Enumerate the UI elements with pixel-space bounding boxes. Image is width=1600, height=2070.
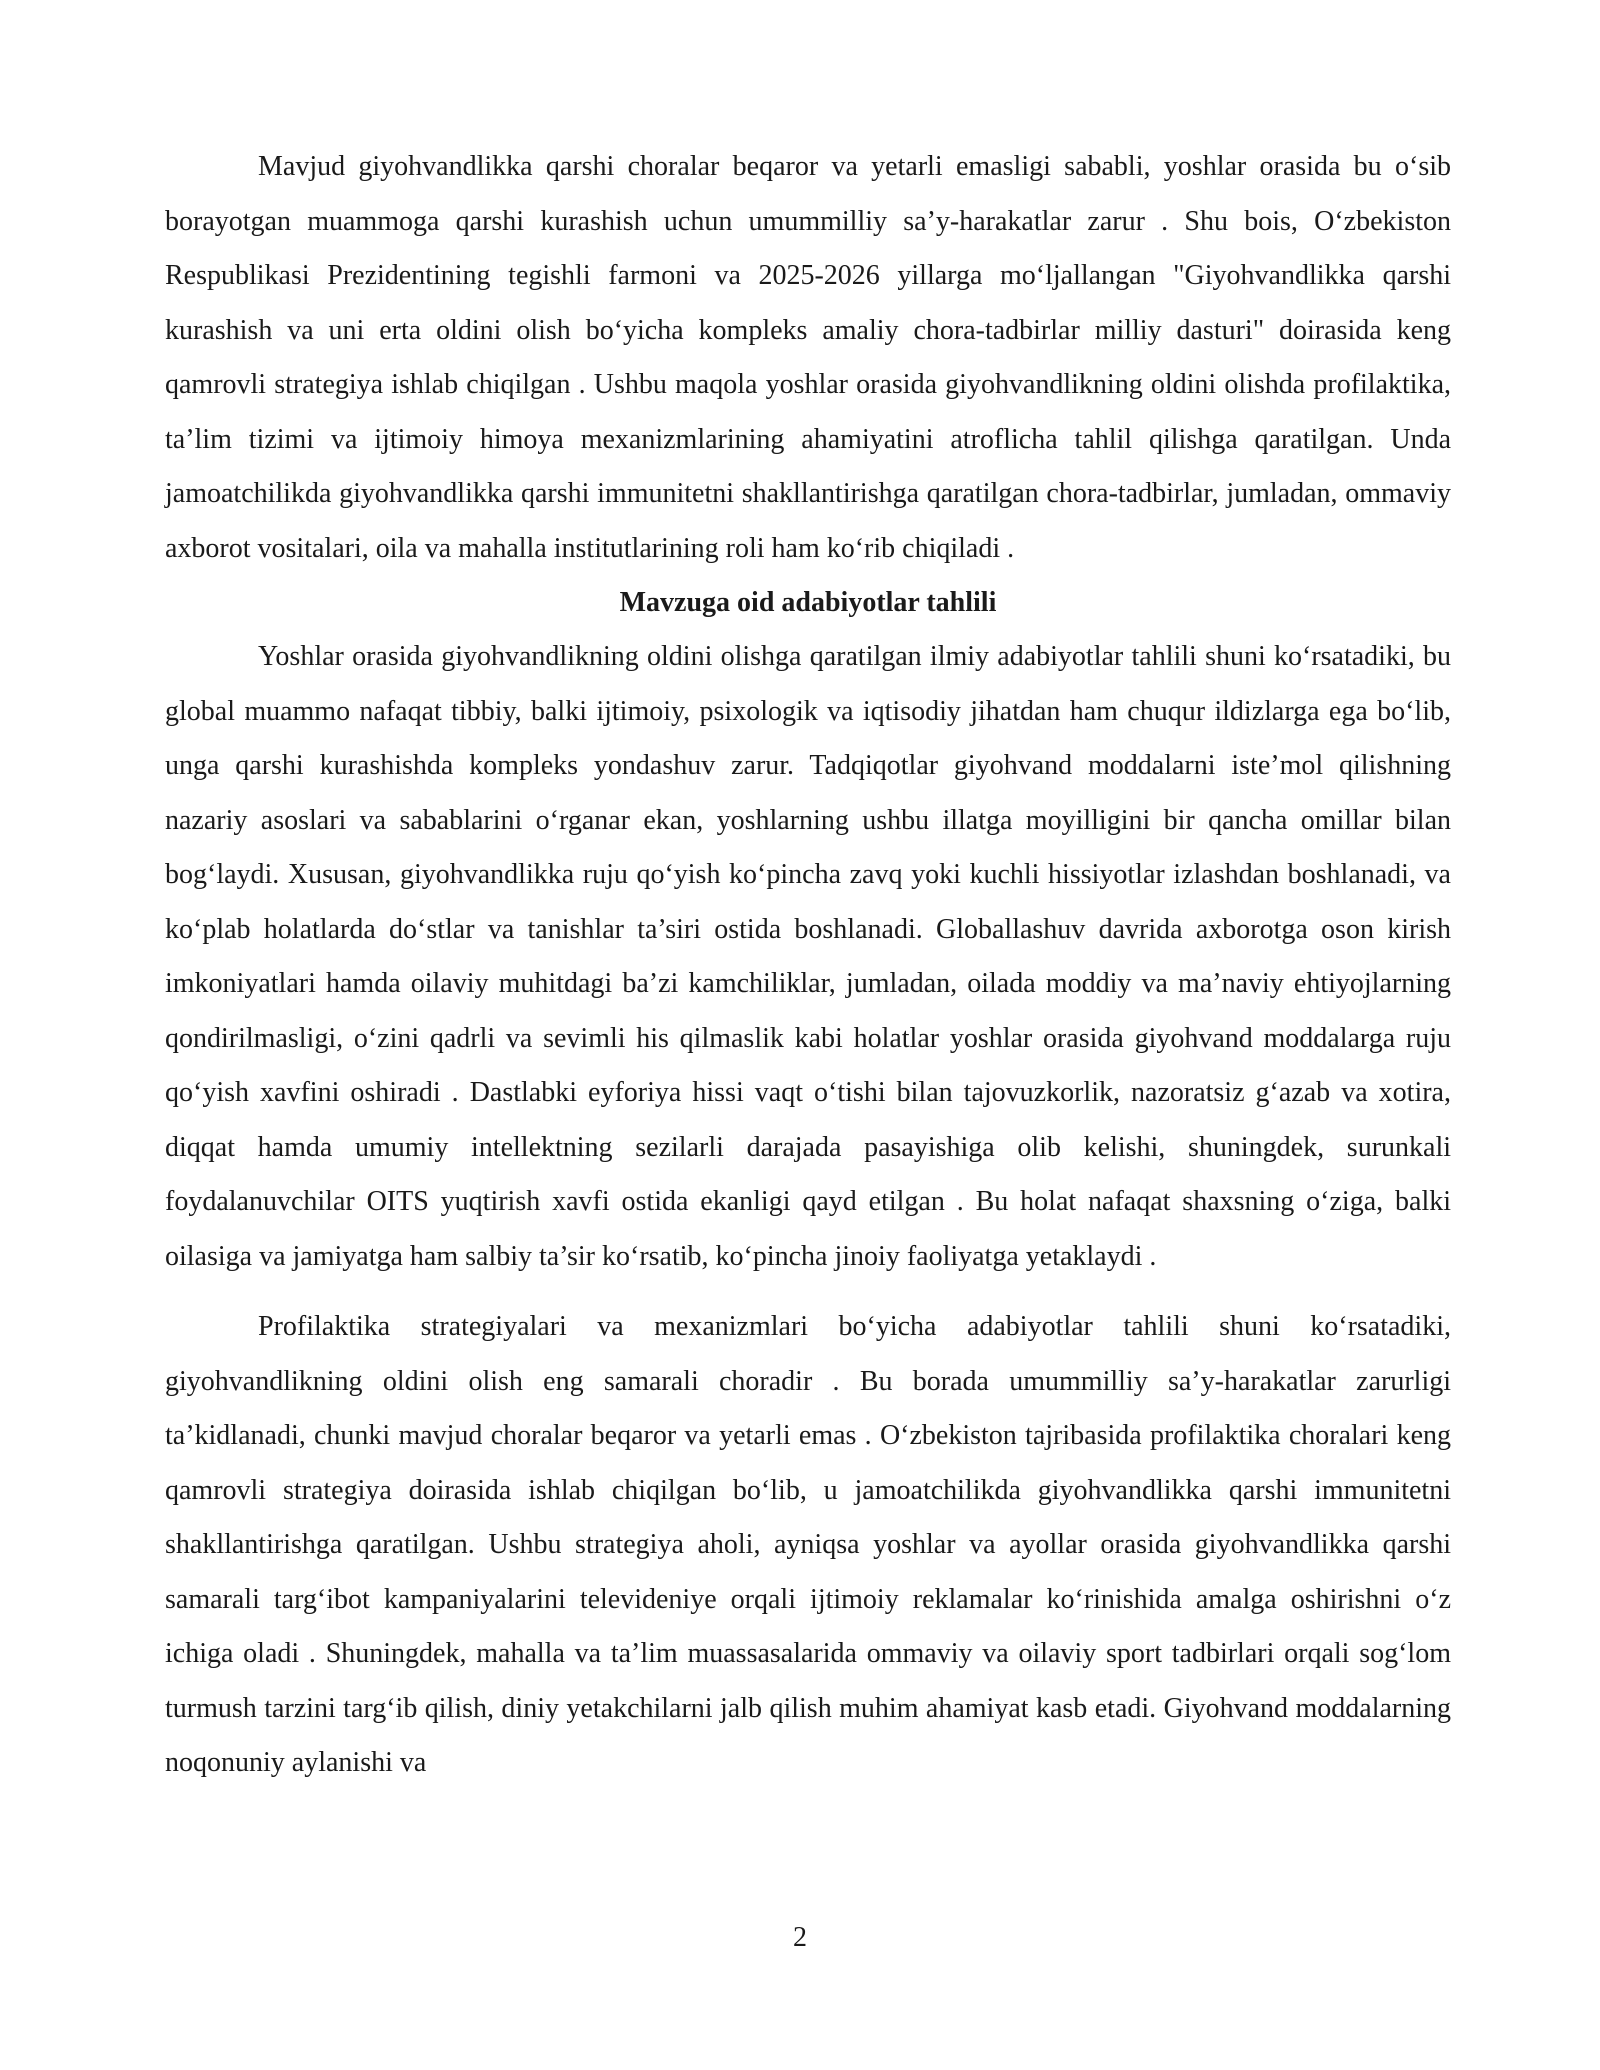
intro-paragraph: Mavjud giyohvandlikka qarshi choralar beqaror va yetarli emasligi sababli, yoshlar orasida bu o‘sib borayotgan muammoga qarshi kurashish uchun umummilliy sa’y-harakatlar zarur . Shu bois, O‘zbekiston Respublikasi Prezidentining tegishli farmoni va 2025-2026 yillarga mo‘ljallangan "Giyohvandlikka qarshi kurashish va uni erta oldini olish bo‘yicha kompleks amaliy chora-tadbirlar milliy dasturi" doirasida keng qamrovli strategiya ishlab chiqilgan . Ushbu maqola yoshlar orasida giyohvandlikning oldini olishda profilaktika, ta’lim tizimi va ijtimoiy himoya mexanizmlarining ahamiyatini atroflicha tahlil qilishga qaratilgan. Unda jamoatchilikda giyohvandlikka qarshi immunitetni shakllantirishga qaratilgan chora-tadbirlar, jumladan, ommaviy axborot vositalari, oila va mahalla institutlarining roli ham ko‘rib chiqiladi . [165,151,1451,564]
page-number: 2 [793,1922,807,1953]
literature-paragraph-2: Profilaktika strategiyalari va mexanizmlari bo‘yicha adabiyotlar tahlili shuni ko‘rsatadiki, giyohvandlikning oldini olish eng samarali choradir . Bu borada umummilliy sa’y-harakatlar zarurligi ta’kidlanadi, chunki mavjud choralar beqaror va yetarli emas . O‘zbekiston tajribasida profilaktika choralari keng qamrovli strategiya doirasida ishlab chiqilgan bo‘lib, u jamoatchilikda giyohvandlikka qarshi immunitetni shakllantirishga qaratilgan. Ushbu strategiya aholi, ayniqsa yoshlar va ayollar orasida giyohvandlikka qarshi samarali targ‘ibot kampaniyalarini televideniye orqali ijtimoiy reklamalar ko‘rinishida amalga oshirishni o‘z ichiga oladi . Shuningdek, mahalla va ta’lim muassasalarida ommaviy va oilaviy sport tadbirlari orqali sog‘lom turmush tarzini targ‘ib qilish, diniy yetakchilarni jalb qilish muhim ahamiyat kasb etadi. Giyohvand moddalarning noqonuniy aylanishi va [165,1311,1451,1778]
page-body [165,140,1451,1791]
literature-paragraph-1: Yoshlar orasida giyohvandlikning oldini olishga qaratilgan ilmiy adabiyotlar tahlili shuni ko‘rsatadiki, bu global muammo nafaqat tibbiy, balki ijtimoiy, psixologik va iqtisodiy jihatdan ham chuqur ildizlarga ega bo‘lib, unga qarshi kurashishda kompleks yondashuv zarur. Tadqiqotlar giyohvand moddalarni iste’mol qilishning nazariy asoslari va sabablarini o‘rganar ekan, yoshlarning ushbu illatga moyilligini bir qancha omillar bilan bog‘laydi. Xususan, giyohvandlikka ruju qo‘yish ko‘pincha zavq yoki kuchli hissiyotlar izlashdan boshlanadi, va ko‘plab holatlarda do‘stlar va tanishlar ta’siri ostida boshlanadi. Globallashuv davrida axborotga oson kirish imkoniyatlari hamda oilaviy muhitdagi ba’zi kamchiliklar, jumladan, oilada moddiy va ma’naviy ehtiyojlarning qondirilmasligi, o‘zini qadrli va sevimli his qilmaslik kabi holatlar yoshlar orasida giyohvand moddalarga ruju qo‘yish xavfini oshiradi . Dastlabki eyforiya hissi vaqt o‘tishi bilan tajovuzkorlik, nazoratsiz g‘azab va xotira, diqqat hamda umumiy intellektning sezilarli darajada pasayishiga olib kelishi, shuningdek, surunkali foydalanuvchilar OITS yuqtirish xavfi ostida ekanligi qayd etilgan . Bu holat nafaqat shaxsning o‘ziga, balki oilasiga va jamiyatga ham salbiy ta’sir ko‘rsatib, ko‘pincha jinoiy faoliyatga yetaklaydi . [165,641,1451,1272]
section-heading: Mavzuga oid adabiyotlar tahlili [619,587,997,618]
